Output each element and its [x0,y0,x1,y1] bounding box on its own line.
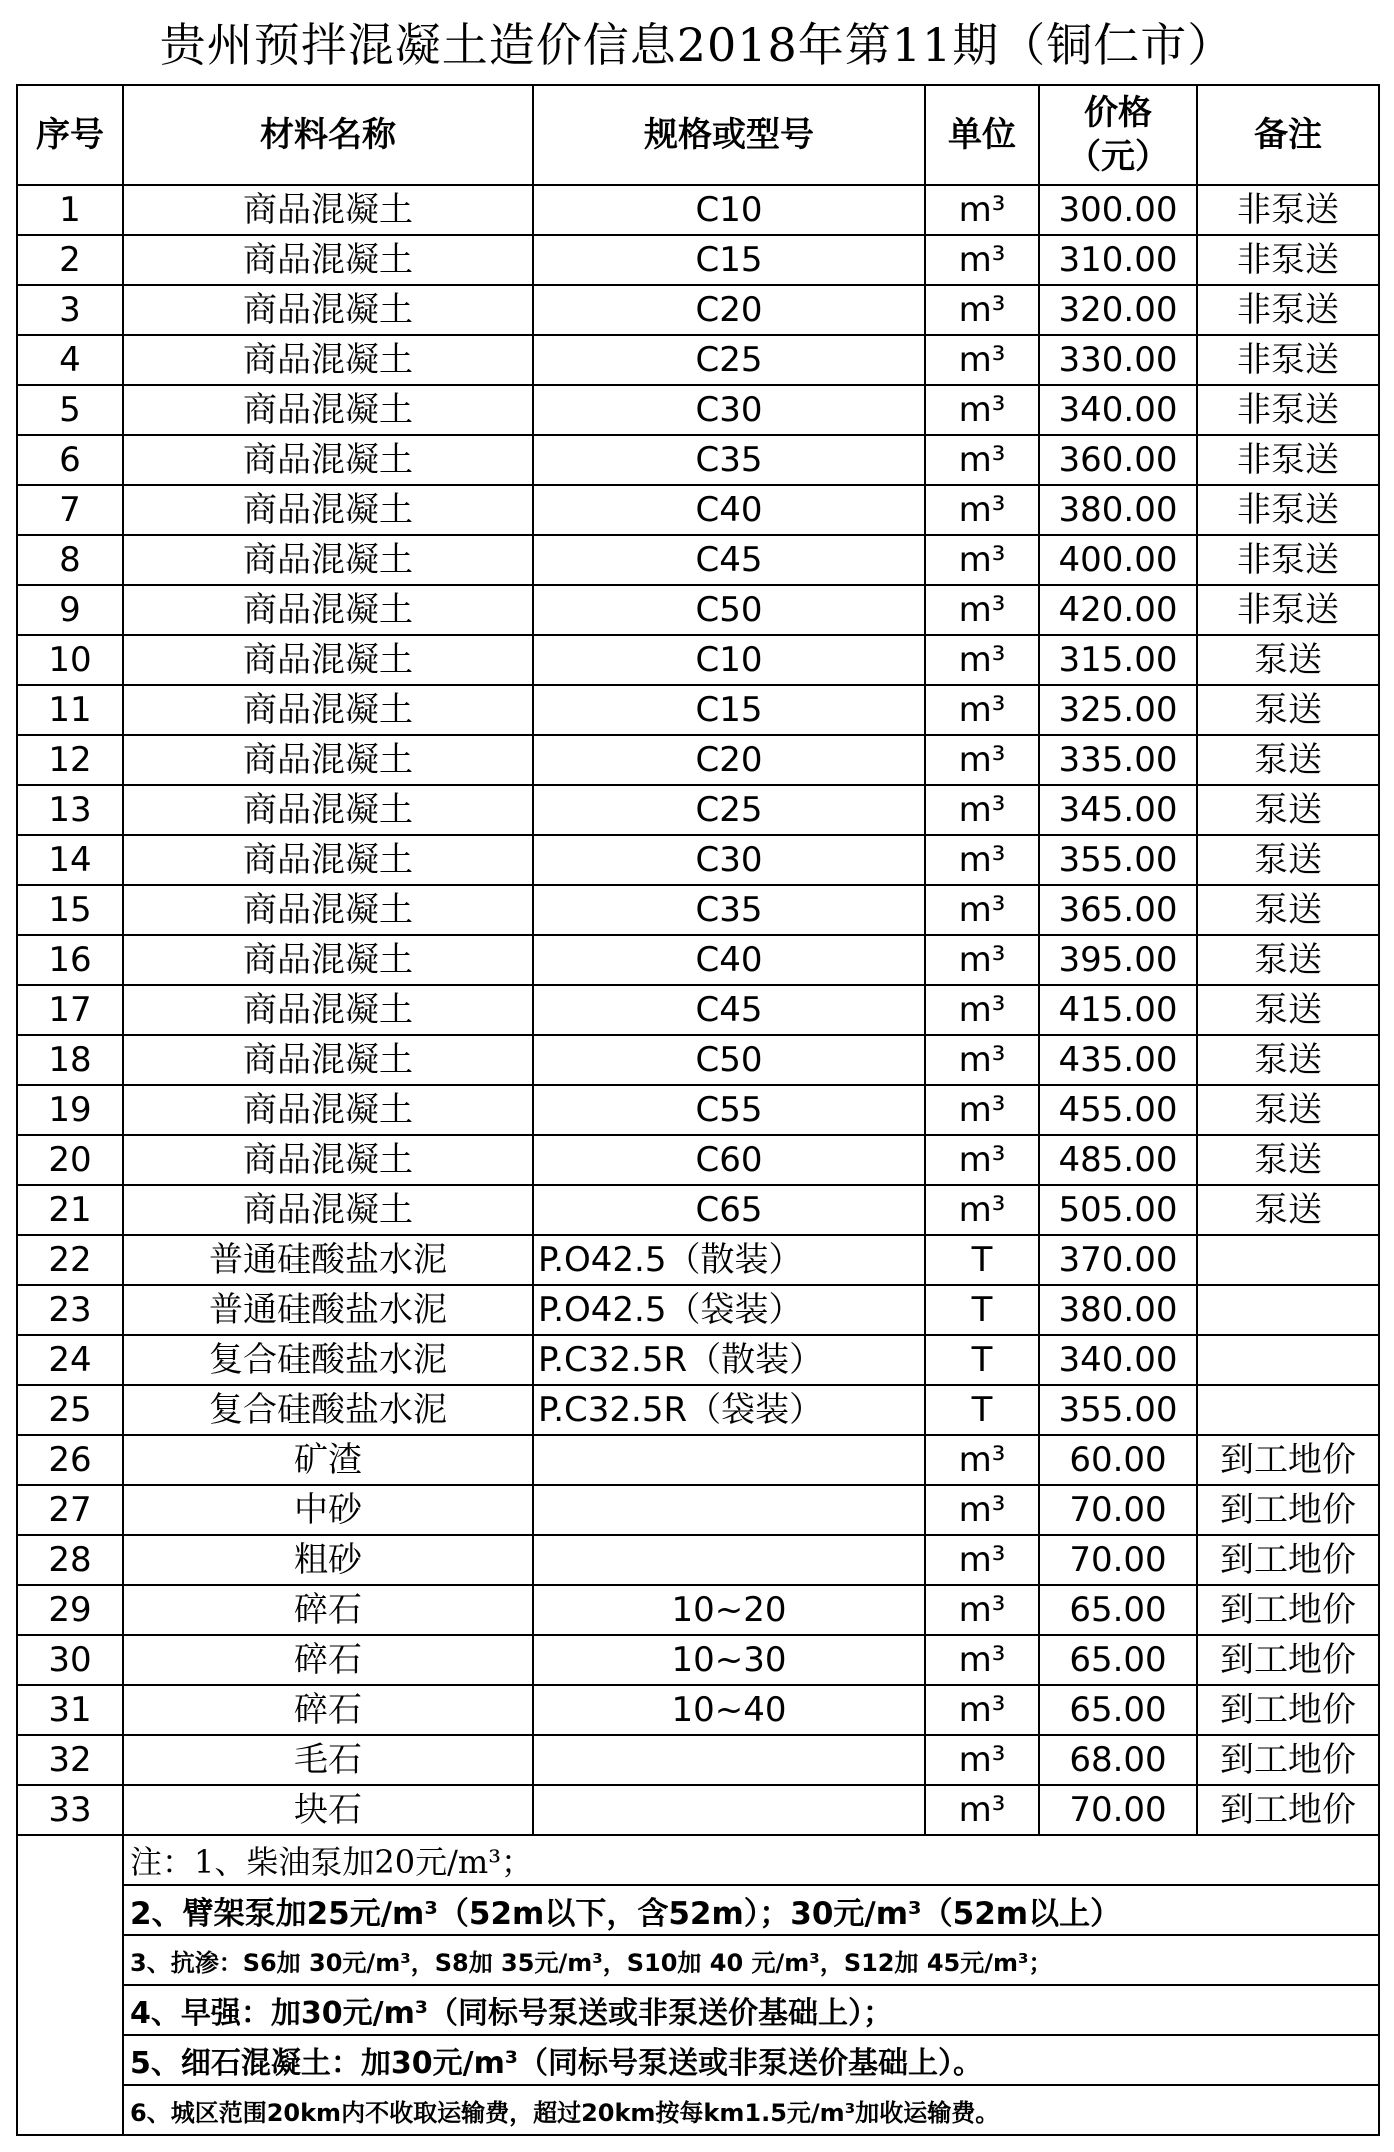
note-text: 6、城区范围20km内不收取运输费，超过20km按每km1.5元/m³加收运输费。 [130,2098,1000,2127]
cell-price: 400.00 [1039,535,1197,585]
header-price [1039,85,1197,185]
table-row [17,1585,1379,1635]
table-row [17,335,1379,385]
cell-name: 商品混凝土 [123,635,533,685]
table-row [17,1435,1379,1485]
cell-remark: 到工地价 [1197,1435,1379,1485]
header-price-line1: 价格 [1084,92,1152,133]
cell-name: 商品混凝土 [123,1135,533,1185]
header-name: 材料名称 [123,85,533,185]
cell-unit: m³ [925,285,1039,335]
header-price-line2: （元） [1067,137,1169,177]
cell-remark: 非泵送 [1197,285,1379,335]
cell-no: 15 [17,885,123,935]
cell-name: 商品混凝土 [123,435,533,485]
note-cell [123,1835,1379,1885]
note-cell [123,1985,1379,2035]
cell-no: 2 [17,235,123,285]
table-row [17,1635,1379,1685]
cell-price: 360.00 [1039,435,1197,485]
cell-name: 粗砂 [123,1535,533,1585]
cell-spec: P.C32.5R（散装） [533,1335,925,1385]
cell-remark: 非泵送 [1197,335,1379,385]
cell-unit: m³ [925,435,1039,485]
cell-no: 30 [17,1635,123,1685]
cell-unit: m³ [925,1785,1039,1835]
cell-unit: T [925,1235,1039,1285]
cell-price: 70.00 [1039,1535,1197,1585]
cell-name: 商品混凝土 [123,1085,533,1135]
cell-spec: 10~40 [533,1685,925,1735]
cell-no: 6 [17,435,123,485]
cell-no: 23 [17,1285,123,1335]
cell-no: 4 [17,335,123,385]
note-row [17,2085,1379,2135]
note-row [17,2035,1379,2085]
table-row [17,835,1379,885]
cell-spec: C45 [533,535,925,585]
table-row [17,1335,1379,1385]
cell-name: 商品混凝土 [123,1035,533,1085]
cell-spec: C25 [533,335,925,385]
cell-remark: 非泵送 [1197,235,1379,285]
cell-name: 商品混凝土 [123,1185,533,1235]
cell-spec: C10 [533,185,925,235]
table-row [17,585,1379,635]
cell-no: 26 [17,1435,123,1485]
cell-remark: 泵送 [1197,685,1379,735]
cell-spec [533,1435,925,1485]
cell-name: 商品混凝土 [123,385,533,435]
cell-spec: C50 [533,1035,925,1085]
cell-no: 7 [17,485,123,535]
cell-name: 商品混凝土 [123,885,533,935]
note-text: 5、细石混凝土：加30元/m³（同标号泵送或非泵送价基础上）。 [130,2046,983,2081]
cell-price: 415.00 [1039,985,1197,1035]
cell-no: 22 [17,1235,123,1285]
cell-spec: C35 [533,435,925,485]
cell-unit: m³ [925,885,1039,935]
cell-remark: 泵送 [1197,1085,1379,1135]
cell-spec: C15 [533,235,925,285]
cell-name: 复合硅酸盐水泥 [123,1385,533,1435]
table-row [17,1085,1379,1135]
cell-no: 31 [17,1685,123,1735]
cell-name: 普通硅酸盐水泥 [123,1285,533,1335]
cell-spec: C45 [533,985,925,1035]
table-body [17,185,1379,2135]
cell-spec: C40 [533,935,925,985]
note-text: 2、臂架泵加25元/m³（52m以下，含52m）；30元/m³（52m以上） [130,1895,1122,1932]
cell-remark: 泵送 [1197,1185,1379,1235]
cell-name: 商品混凝土 [123,535,533,585]
cell-no: 1 [17,185,123,235]
header-row [17,85,1379,185]
cell-unit: m³ [925,1685,1039,1735]
cell-unit: m³ [925,535,1039,585]
cell-spec: C55 [533,1085,925,1135]
cell-name: 商品混凝土 [123,485,533,535]
cell-unit: m³ [925,1435,1039,1485]
note-cell [123,1935,1379,1985]
cell-no: 10 [17,635,123,685]
header-unit: 单位 [925,85,1039,185]
table-row [17,1685,1379,1735]
cell-unit: m³ [925,735,1039,785]
table-row [17,985,1379,1035]
cell-remark [1197,1385,1379,1435]
note-row [17,1885,1379,1935]
table-row [17,885,1379,935]
cell-price: 345.00 [1039,785,1197,835]
table-row [17,685,1379,735]
cell-no: 12 [17,735,123,785]
cell-name: 商品混凝土 [123,335,533,385]
cell-price: 380.00 [1039,1285,1197,1335]
price-table [16,84,1380,2136]
table-row [17,785,1379,835]
table-row [17,735,1379,785]
cell-name: 碎石 [123,1635,533,1685]
cell-unit: m³ [925,185,1039,235]
cell-no: 5 [17,385,123,435]
cell-no: 17 [17,985,123,1035]
cell-spec: P.O42.5（散装） [533,1235,925,1285]
cell-unit: m³ [925,635,1039,685]
cell-name: 普通硅酸盐水泥 [123,1235,533,1285]
cell-unit: m³ [925,985,1039,1035]
cell-name: 商品混凝土 [123,285,533,335]
note-row [17,1835,1379,1885]
cell-price: 65.00 [1039,1585,1197,1635]
cell-remark: 到工地价 [1197,1485,1379,1535]
cell-unit: m³ [925,385,1039,435]
table-row [17,635,1379,685]
cell-remark: 泵送 [1197,885,1379,935]
cell-remark: 到工地价 [1197,1585,1379,1635]
table-row [17,1135,1379,1185]
cell-name: 商品混凝土 [123,685,533,735]
note-spacer-cell [17,1835,123,2135]
cell-remark: 泵送 [1197,785,1379,835]
cell-unit: m³ [925,1485,1039,1535]
cell-unit: m³ [925,1135,1039,1185]
cell-no: 20 [17,1135,123,1185]
cell-spec: C30 [533,385,925,435]
cell-spec: 10~20 [533,1585,925,1635]
cell-remark: 泵送 [1197,635,1379,685]
cell-price: 455.00 [1039,1085,1197,1135]
cell-no: 21 [17,1185,123,1235]
cell-spec: P.O42.5（袋装） [533,1285,925,1335]
cell-unit: m³ [925,1735,1039,1785]
cell-price: 330.00 [1039,335,1197,385]
cell-no: 14 [17,835,123,885]
cell-name: 商品混凝土 [123,985,533,1035]
cell-no: 27 [17,1485,123,1535]
cell-price: 485.00 [1039,1135,1197,1185]
note-text: 4、早强：加30元/m³（同标号泵送或非泵送价基础上）； [130,1996,893,2031]
table-row [17,1285,1379,1335]
cell-spec [533,1535,925,1585]
cell-remark: 非泵送 [1197,435,1379,485]
cell-no: 32 [17,1735,123,1785]
cell-remark: 非泵送 [1197,185,1379,235]
cell-remark [1197,1235,1379,1285]
table-row [17,1385,1379,1435]
table-row [17,1185,1379,1235]
cell-unit: m³ [925,1635,1039,1685]
cell-remark: 泵送 [1197,1035,1379,1085]
note-row [17,1985,1379,2035]
cell-spec [533,1485,925,1535]
cell-unit: m³ [925,685,1039,735]
cell-spec: 10~30 [533,1635,925,1685]
cell-no: 3 [17,285,123,335]
cell-no: 33 [17,1785,123,1835]
cell-price: 335.00 [1039,735,1197,785]
cell-no: 28 [17,1535,123,1585]
cell-price: 68.00 [1039,1735,1197,1785]
cell-unit: m³ [925,1535,1039,1585]
note-cell [123,1885,1379,1935]
cell-remark: 泵送 [1197,1135,1379,1185]
cell-price: 60.00 [1039,1435,1197,1485]
page-title: 贵州预拌混凝土造价信息2018年第11期（铜仁市） [159,18,1235,72]
table-row [17,435,1379,485]
cell-price: 420.00 [1039,585,1197,635]
header-no: 序号 [17,85,123,185]
cell-spec: C65 [533,1185,925,1235]
cell-remark: 非泵送 [1197,485,1379,535]
cell-price: 65.00 [1039,1635,1197,1685]
cell-price: 370.00 [1039,1235,1197,1285]
cell-spec: C25 [533,785,925,835]
cell-unit: m³ [925,935,1039,985]
cell-no: 25 [17,1385,123,1435]
table-row [17,185,1379,235]
cell-unit: m³ [925,1035,1039,1085]
table-row [17,1485,1379,1535]
cell-price: 70.00 [1039,1485,1197,1535]
cell-spec: C35 [533,885,925,935]
cell-price: 320.00 [1039,285,1197,335]
cell-name: 商品混凝土 [123,185,533,235]
cell-spec [533,1785,925,1835]
cell-remark: 到工地价 [1197,1685,1379,1735]
cell-spec: C15 [533,685,925,735]
note-cell [123,2035,1379,2085]
cell-price: 355.00 [1039,1385,1197,1435]
cell-name: 复合硅酸盐水泥 [123,1335,533,1385]
cell-name: 商品混凝土 [123,835,533,885]
cell-name: 商品混凝土 [123,235,533,285]
cell-name: 矿渣 [123,1435,533,1485]
cell-spec: C20 [533,735,925,785]
cell-price: 355.00 [1039,835,1197,885]
cell-no: 18 [17,1035,123,1085]
cell-unit: m³ [925,485,1039,535]
cell-remark: 到工地价 [1197,1735,1379,1785]
cell-price: 365.00 [1039,885,1197,935]
cell-no: 9 [17,585,123,635]
cell-unit: m³ [925,235,1039,285]
cell-name: 毛石 [123,1735,533,1785]
cell-price: 70.00 [1039,1785,1197,1835]
cell-remark [1197,1335,1379,1385]
cell-price: 395.00 [1039,935,1197,985]
cell-unit: m³ [925,785,1039,835]
cell-no: 16 [17,935,123,985]
header-spec: 规格或型号 [533,85,925,185]
note-row [17,1935,1379,1985]
cell-remark: 泵送 [1197,835,1379,885]
cell-no: 24 [17,1335,123,1385]
cell-unit: m³ [925,1585,1039,1635]
cell-price: 315.00 [1039,635,1197,685]
cell-remark: 到工地价 [1197,1635,1379,1685]
cell-no: 11 [17,685,123,735]
table-row [17,1535,1379,1585]
cell-name: 中砂 [123,1485,533,1535]
cell-name: 商品混凝土 [123,585,533,635]
cell-no: 8 [17,535,123,585]
cell-remark: 到工地价 [1197,1535,1379,1585]
cell-unit: m³ [925,835,1039,885]
table-row [17,1235,1379,1285]
cell-no: 13 [17,785,123,835]
cell-spec [533,1735,925,1785]
cell-unit: T [925,1285,1039,1335]
cell-price: 340.00 [1039,1335,1197,1385]
cell-no: 19 [17,1085,123,1135]
cell-remark: 泵送 [1197,735,1379,785]
table-row [17,1035,1379,1085]
cell-remark: 非泵送 [1197,535,1379,585]
cell-price: 380.00 [1039,485,1197,535]
cell-remark: 非泵送 [1197,585,1379,635]
cell-no: 29 [17,1585,123,1635]
cell-unit: m³ [925,585,1039,635]
cell-spec: C40 [533,485,925,535]
cell-spec: C50 [533,585,925,635]
table-row [17,1785,1379,1835]
cell-name: 碎石 [123,1685,533,1735]
table-row [17,285,1379,335]
table-row [17,485,1379,535]
cell-remark: 非泵送 [1197,385,1379,435]
note-cell [123,2085,1379,2135]
cell-name: 商品混凝土 [123,735,533,785]
note-text: 注：1、柴油泵加20元/m³； [130,1843,534,1881]
cell-price: 65.00 [1039,1685,1197,1735]
cell-spec: C30 [533,835,925,885]
cell-unit: m³ [925,1185,1039,1235]
cell-price: 505.00 [1039,1185,1197,1235]
cell-price: 310.00 [1039,235,1197,285]
cell-unit: T [925,1385,1039,1435]
cell-name: 商品混凝土 [123,935,533,985]
cell-spec: C60 [533,1135,925,1185]
cell-spec: C20 [533,285,925,335]
cell-spec: P.C32.5R（袋装） [533,1385,925,1435]
cell-name: 碎石 [123,1585,533,1635]
cell-unit: m³ [925,335,1039,385]
cell-remark: 到工地价 [1197,1785,1379,1835]
cell-price: 300.00 [1039,185,1197,235]
cell-price: 435.00 [1039,1035,1197,1085]
table-row [17,235,1379,285]
cell-unit: m³ [925,1085,1039,1135]
cell-name: 块石 [123,1785,533,1835]
cell-price: 340.00 [1039,385,1197,435]
header-remark: 备注 [1197,85,1379,185]
cell-remark [1197,1285,1379,1335]
cell-spec: C10 [533,635,925,685]
table-row [17,1735,1379,1785]
note-text: 3、抗渗：S6加 30元/m³，S8加 35元/m³，S10加 40 元/m³，S12加 45元/m³； [130,1948,1053,1977]
table-row [17,535,1379,585]
cell-price: 325.00 [1039,685,1197,735]
cell-remark: 泵送 [1197,935,1379,985]
cell-remark: 泵送 [1197,985,1379,1035]
cell-unit: T [925,1335,1039,1385]
table-row [17,385,1379,435]
cell-name: 商品混凝土 [123,785,533,835]
table-row [17,935,1379,985]
